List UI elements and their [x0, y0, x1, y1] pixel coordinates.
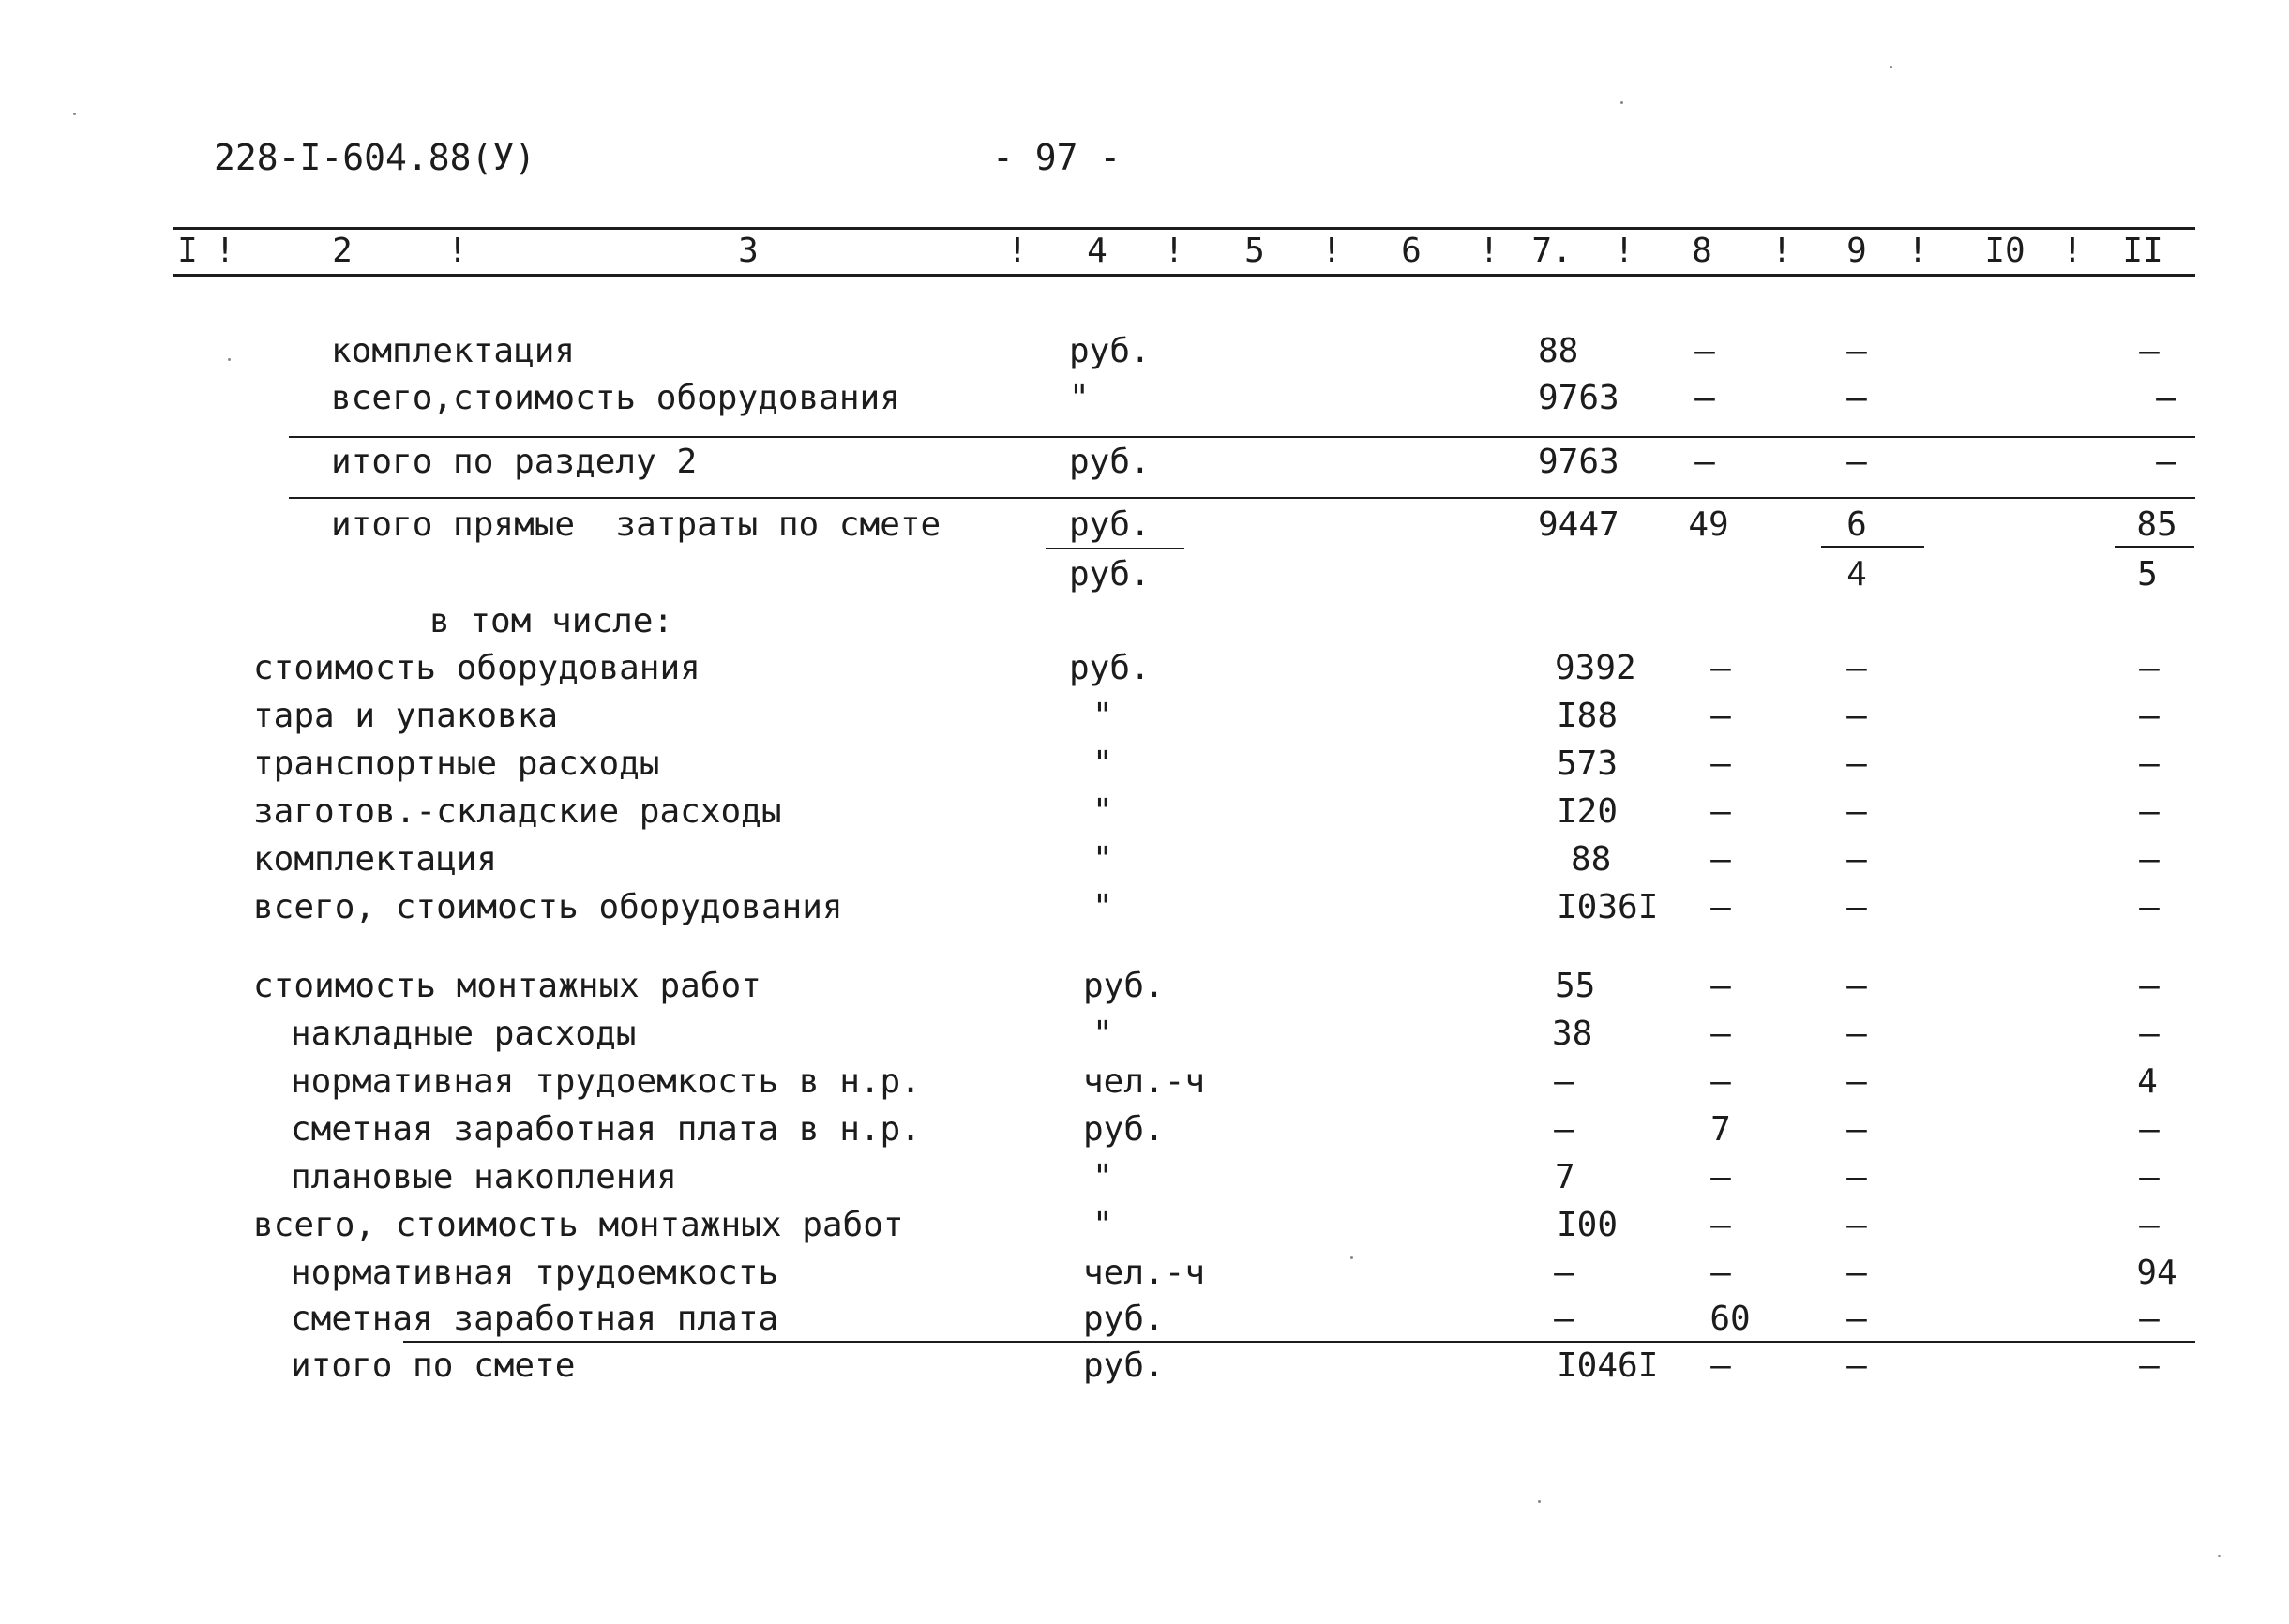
row-value-col7: 7: [1555, 1158, 1575, 1196]
fraction-bar: [1821, 546, 1924, 548]
row-value-col8: –: [1710, 1346, 1731, 1385]
row-value-col8: –: [1694, 379, 1715, 417]
row-value-col8: –: [1710, 1062, 1731, 1101]
row-value-col9: –: [1846, 744, 1867, 783]
row-value-col9: –: [1846, 1015, 1867, 1053]
row-value-col11: –: [2139, 332, 2160, 370]
row-value-col11: –: [2139, 1300, 2160, 1338]
row-name: итого по разделу 2: [331, 443, 698, 481]
row-value-col11: –: [2156, 443, 2176, 481]
row-value-col7: –: [1554, 1062, 1574, 1101]
header-top-rule: [173, 227, 2195, 230]
row-name: итого по смете: [291, 1346, 576, 1385]
column-separator: !: [1164, 232, 1184, 270]
row-unit: ": [1069, 379, 1090, 417]
row-name: сметная заработная плата в н.р.: [291, 1110, 921, 1149]
row-value-col7: 9392: [1555, 649, 1636, 687]
row-value-col7: I00: [1557, 1206, 1619, 1244]
column-header-7: 7.: [1531, 232, 1573, 270]
row-name: всего, стоимость монтажных работ: [253, 1206, 904, 1244]
column-header-8: 8: [1692, 232, 1712, 270]
row-value-col9: –: [1846, 379, 1867, 417]
row-value-col7: –: [1554, 1300, 1574, 1338]
row-unit: ": [1092, 697, 1113, 735]
row-unit: руб.: [1069, 555, 1151, 594]
row-value-col9: –: [1846, 967, 1867, 1005]
scan-speck: [1538, 1500, 1541, 1503]
row-unit: ": [1092, 792, 1113, 831]
row-value-col8: –: [1710, 1206, 1731, 1244]
row-value-col9: –: [1846, 1346, 1867, 1385]
row-value-col9: –: [1846, 1300, 1867, 1338]
row-name: комплектация: [331, 332, 576, 370]
column-separator: !: [1907, 232, 1928, 270]
row-unit: ": [1092, 1158, 1113, 1196]
row-name: стоимость оборудования: [253, 649, 700, 687]
row-unit: ": [1092, 1206, 1113, 1244]
row-value-col8: –: [1694, 332, 1715, 370]
row-name: всего, стоимость оборудования: [253, 888, 843, 926]
row-value-col8: –: [1710, 792, 1731, 831]
row-value-col7: 9763: [1538, 443, 1619, 481]
row-unit: ": [1092, 888, 1113, 926]
row-value-col11: –: [2139, 1015, 2160, 1053]
row-value-col7: I046I: [1557, 1346, 1659, 1385]
column-header-6: 6: [1401, 232, 1422, 270]
row-value-col11: –: [2139, 1346, 2160, 1385]
row-value-col7: I88: [1557, 697, 1619, 735]
column-separator: !: [447, 232, 468, 270]
section-rule: [289, 436, 2195, 438]
column-separator: !: [1007, 232, 1028, 270]
row-unit: руб.: [1083, 1346, 1165, 1385]
row-value-col11: 5: [2137, 555, 2158, 594]
row-value-col8: –: [1710, 888, 1731, 926]
row-value-col9: –: [1846, 1062, 1867, 1101]
row-value-col11: –: [2139, 888, 2160, 926]
scan-speck: [2218, 1555, 2221, 1557]
fraction-bar: [2115, 546, 2194, 548]
row-value-col9: –: [1846, 443, 1867, 481]
row-name: нормативная трудоемкость: [291, 1254, 779, 1292]
row-value-col9: –: [1846, 1254, 1867, 1292]
row-value-col9: –: [1846, 888, 1867, 926]
row-name: заготов.-складские расходы: [253, 792, 782, 831]
total-rule: [403, 1341, 2195, 1343]
column-separator: !: [215, 232, 235, 270]
row-value-col11: –: [2156, 379, 2176, 417]
row-name: плановые накопления: [291, 1158, 677, 1196]
column-separator: !: [1771, 232, 1792, 270]
row-value-col8: 49: [1688, 505, 1729, 544]
scan-speck: [228, 358, 231, 361]
row-name: итого прямые затраты по смете: [331, 505, 941, 544]
row-value-col7: –: [1554, 1110, 1574, 1149]
row-value-col11: 94: [2136, 1254, 2177, 1292]
row-value-col11: –: [2139, 744, 2160, 783]
row-value-col11: –: [2139, 649, 2160, 687]
row-name: стоимость монтажных работ: [253, 967, 761, 1005]
row-value-col11: –: [2139, 792, 2160, 831]
row-value-col7: 573: [1557, 744, 1619, 783]
row-value-col9: 4: [1846, 555, 1867, 594]
scan-speck: [1890, 66, 1892, 68]
row-name: всего,стоимость оборудования: [331, 379, 900, 417]
row-value-col8: –: [1710, 840, 1731, 879]
row-value-col11: –: [2139, 840, 2160, 879]
row-unit: чел.-ч: [1083, 1062, 1206, 1101]
row-value-col11: –: [2139, 1206, 2160, 1244]
scan-speck: [73, 113, 76, 115]
row-value-col8: –: [1710, 744, 1731, 783]
row-value-col9: –: [1846, 1110, 1867, 1149]
row-unit: руб.: [1069, 443, 1151, 481]
row-value-col11: –: [2139, 967, 2160, 1005]
column-separator: !: [1321, 232, 1342, 270]
subsection-label: в том числе:: [429, 602, 674, 640]
row-value-col11: –: [2139, 1110, 2160, 1149]
row-value-col7: 88: [1538, 332, 1579, 370]
row-unit: чел.-ч: [1083, 1254, 1206, 1292]
row-value-col7: –: [1554, 1254, 1574, 1292]
scan-speck: [1620, 101, 1623, 104]
document-code: 228-I-604.88(У): [214, 137, 536, 178]
row-value-col9: –: [1846, 332, 1867, 370]
row-value-col9: 6: [1846, 505, 1867, 544]
row-value-col8: 7: [1710, 1110, 1731, 1149]
section-rule: [289, 497, 2195, 499]
row-unit: руб.: [1069, 505, 1151, 544]
column-header-10: I0: [1984, 232, 2025, 270]
row-value-col8: –: [1710, 697, 1731, 735]
row-value-col7: 9447: [1538, 505, 1619, 544]
row-value-col9: –: [1846, 697, 1867, 735]
column-header-11: II: [2122, 232, 2163, 270]
row-value-col11: –: [2139, 1158, 2160, 1196]
row-value-col8: –: [1710, 1158, 1731, 1196]
row-name: комплектация: [253, 840, 498, 879]
row-unit: руб.: [1083, 1110, 1165, 1149]
row-value-col8: –: [1710, 967, 1731, 1005]
header-bottom-rule: [173, 274, 2195, 277]
row-value-col7: 55: [1555, 967, 1596, 1005]
column-header-4: 4: [1087, 232, 1107, 270]
scan-speck: [1350, 1256, 1353, 1259]
row-value-col9: –: [1846, 840, 1867, 879]
row-name: сметная заработная плата: [291, 1300, 779, 1338]
row-value-col8: –: [1710, 649, 1731, 687]
page-number: - 97 -: [992, 137, 1122, 178]
column-separator: !: [1614, 232, 1634, 270]
column-header-1: I: [177, 232, 198, 270]
column-header-5: 5: [1244, 232, 1265, 270]
row-name: тара и упаковка: [253, 697, 559, 735]
row-unit: руб.: [1083, 967, 1165, 1005]
column-separator: !: [1479, 232, 1499, 270]
row-value-col11: 85: [2136, 505, 2177, 544]
row-name: транспортные расходы: [253, 744, 660, 783]
row-value-col8: 60: [1709, 1300, 1751, 1338]
row-unit: руб.: [1083, 1300, 1165, 1338]
row-name: накладные расходы: [291, 1015, 637, 1053]
column-header-3: 3: [738, 232, 759, 270]
row-value-col9: –: [1846, 792, 1867, 831]
row-value-col8: –: [1710, 1015, 1731, 1053]
row-value-col7: I036I: [1557, 888, 1659, 926]
row-value-col11: –: [2139, 697, 2160, 735]
row-value-col9: –: [1846, 1206, 1867, 1244]
row-unit: ": [1092, 840, 1113, 879]
row-unit: руб.: [1069, 649, 1151, 687]
row-value-col8: –: [1694, 443, 1715, 481]
row-unit: руб.: [1069, 332, 1151, 370]
row-value-col9: –: [1846, 1158, 1867, 1196]
row-unit: ": [1092, 1015, 1113, 1053]
row-value-col7: 9763: [1538, 379, 1619, 417]
row-value-col8: –: [1710, 1254, 1731, 1292]
row-value-col7: 88: [1571, 840, 1612, 879]
column-header-9: 9: [1846, 232, 1867, 270]
row-value-col7: 38: [1552, 1015, 1593, 1053]
column-header-2: 2: [332, 232, 353, 270]
fraction-bar: [1163, 548, 1183, 549]
column-separator: !: [2062, 232, 2083, 270]
row-name: нормативная трудоемкость в н.р.: [291, 1062, 921, 1101]
row-value-col7: I20: [1557, 792, 1619, 831]
row-unit: ": [1092, 744, 1113, 783]
row-value-col11: 4: [2137, 1062, 2158, 1101]
row-value-col9: –: [1846, 649, 1867, 687]
